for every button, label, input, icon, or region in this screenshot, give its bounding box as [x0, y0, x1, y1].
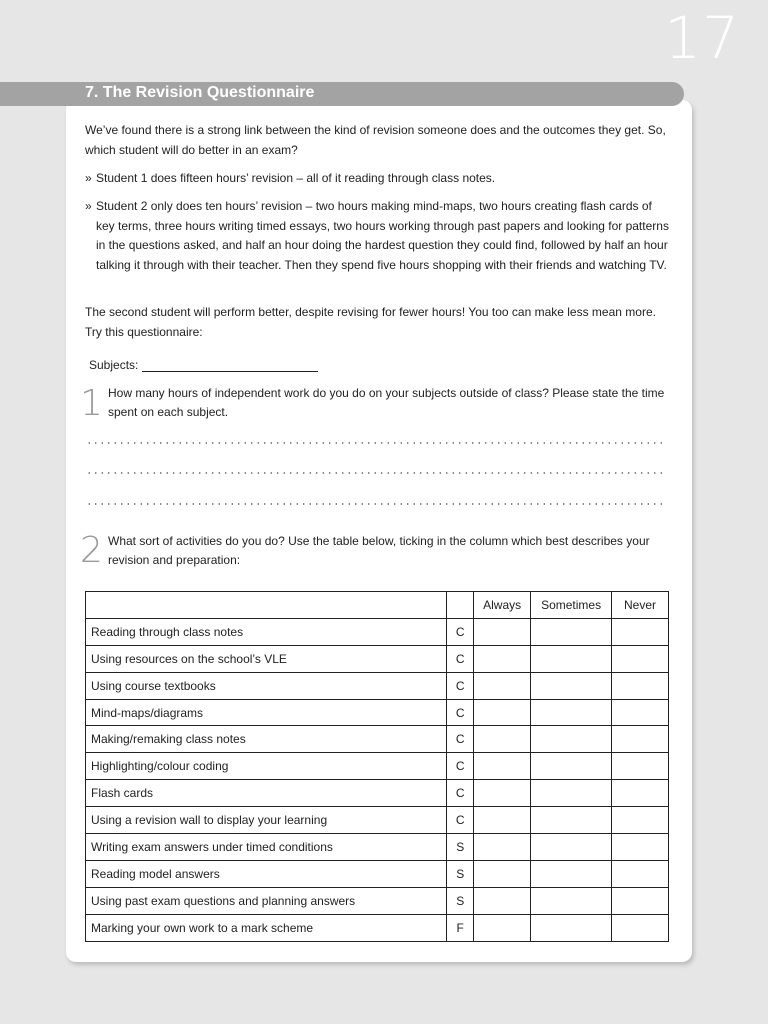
code-cell: C — [447, 645, 474, 672]
subjects-label: Subjects: — [89, 358, 139, 372]
question-text: How many hours of independent work do you do on your subjects outside of class? Please state the time spent on each subject. — [108, 386, 665, 419]
header-sometimes: Sometimes — [531, 592, 612, 619]
page-number: 17 — [664, 4, 740, 72]
never-cell[interactable] — [612, 834, 669, 861]
always-cell[interactable] — [474, 834, 531, 861]
code-cell: C — [447, 807, 474, 834]
table-row — [86, 834, 669, 861]
header-activity — [86, 592, 447, 619]
bullet-text: Student 1 does fifteen hours’ revision – all of it reading through class notes. — [96, 171, 496, 185]
code-cell: C — [447, 726, 474, 753]
never-cell[interactable] — [612, 914, 669, 941]
code-cell: C — [447, 780, 474, 807]
never-cell[interactable] — [612, 860, 669, 887]
question-text: What sort of activities do you do? Use the table below, ticking in the column which best describes your revision and preparation: — [108, 534, 650, 567]
code-cell: F — [447, 914, 474, 941]
code-cell: S — [447, 834, 474, 861]
never-cell[interactable] — [612, 887, 669, 914]
code-cell: C — [447, 618, 474, 645]
header-always: Always — [474, 592, 531, 619]
bullet-mark: » — [85, 199, 92, 213]
code-cell: C — [447, 753, 474, 780]
sometimes-cell[interactable] — [531, 726, 612, 753]
never-cell[interactable] — [612, 780, 669, 807]
subjects-blank[interactable] — [142, 359, 318, 372]
table-header-row — [86, 592, 669, 619]
activity-cell: Using past exam questions and planning answers — [86, 887, 447, 914]
always-cell[interactable] — [474, 887, 531, 914]
sometimes-cell[interactable] — [531, 780, 612, 807]
activity-cell: Highlighting/colour coding — [86, 753, 447, 780]
sometimes-cell[interactable] — [531, 860, 612, 887]
sometimes-cell[interactable] — [531, 753, 612, 780]
sometimes-cell[interactable] — [531, 618, 612, 645]
never-cell[interactable] — [612, 726, 669, 753]
always-cell[interactable] — [474, 699, 531, 726]
bullet-text: Student 2 only does ten hours’ revision – two hours making mind-maps, two hours creating flash cards of key terms, three hours writing timed essays, two hours working through past papers and looking for patterns in the questions asked, and half an hour doing the hardest question they could find, followed by half an hour talking it through with their teacher. Then they spend five hours shopping with their friends and watching TV. — [96, 199, 669, 272]
activity-cell: Reading model answers — [86, 860, 447, 887]
always-cell[interactable] — [474, 753, 531, 780]
table-row — [86, 618, 669, 645]
always-cell[interactable] — [474, 780, 531, 807]
always-cell[interactable] — [474, 914, 531, 941]
table-row — [86, 887, 669, 914]
never-cell[interactable] — [612, 807, 669, 834]
table-row — [86, 807, 669, 834]
table-row — [86, 753, 669, 780]
answer-line[interactable] — [86, 503, 664, 505]
never-cell[interactable] — [612, 699, 669, 726]
question-number: 2 — [80, 530, 103, 571]
never-cell[interactable] — [612, 618, 669, 645]
header-never: Never — [612, 592, 669, 619]
activity-cell: Marking your own work to a mark scheme — [86, 914, 447, 941]
sometimes-cell[interactable] — [531, 807, 612, 834]
section-title: 7. The Revision Questionnaire — [85, 84, 315, 101]
never-cell[interactable] — [612, 753, 669, 780]
always-cell[interactable] — [474, 807, 531, 834]
answer-line[interactable] — [86, 442, 664, 444]
activity-cell: Using resources on the school’s VLE — [86, 645, 447, 672]
activity-cell: Flash cards — [86, 780, 447, 807]
table-row — [86, 699, 669, 726]
always-cell[interactable] — [474, 726, 531, 753]
activity-cell: Reading through class notes — [86, 618, 447, 645]
header-code — [447, 592, 474, 619]
bullet-student-2 — [85, 197, 670, 275]
section-title-bar — [0, 82, 684, 106]
activity-cell: Writing exam answers under timed conditions — [86, 834, 447, 861]
code-cell: S — [447, 860, 474, 887]
sometimes-cell[interactable] — [531, 645, 612, 672]
intro-paragraph: We’ve found there is a strong link between the kind of revision someone does and the outcomes they get. So, which student will do better in an exam? — [85, 123, 666, 157]
never-cell[interactable] — [612, 645, 669, 672]
always-cell[interactable] — [474, 618, 531, 645]
code-cell: C — [447, 699, 474, 726]
sometimes-cell[interactable] — [531, 887, 612, 914]
activity-cell: Using course textbooks — [86, 672, 447, 699]
always-cell[interactable] — [474, 645, 531, 672]
table-row — [86, 672, 669, 699]
conclusion-paragraph: The second student will perform better, despite revising for fewer hours! You too can make less mean more. Try this questionnaire: — [85, 305, 656, 339]
table-row — [86, 645, 669, 672]
code-cell: C — [447, 672, 474, 699]
table-row — [86, 726, 669, 753]
never-cell[interactable] — [612, 672, 669, 699]
answer-line[interactable] — [86, 472, 664, 474]
sometimes-cell[interactable] — [531, 672, 612, 699]
table-row — [86, 914, 669, 941]
table-row — [86, 860, 669, 887]
sometimes-cell[interactable] — [531, 914, 612, 941]
question-number: 1 — [80, 383, 103, 424]
code-cell: S — [447, 887, 474, 914]
activity-cell: Making/remaking class notes — [86, 726, 447, 753]
always-cell[interactable] — [474, 860, 531, 887]
bullet-student-1 — [85, 169, 670, 189]
activities-table — [85, 591, 669, 942]
activity-cell: Mind-maps/diagrams — [86, 699, 447, 726]
activity-cell: Using a revision wall to display your learning — [86, 807, 447, 834]
subjects-field[interactable] — [89, 358, 318, 372]
bullet-mark: » — [85, 171, 92, 185]
always-cell[interactable] — [474, 672, 531, 699]
table-row — [86, 780, 669, 807]
sometimes-cell[interactable] — [531, 834, 612, 861]
sometimes-cell[interactable] — [531, 699, 612, 726]
